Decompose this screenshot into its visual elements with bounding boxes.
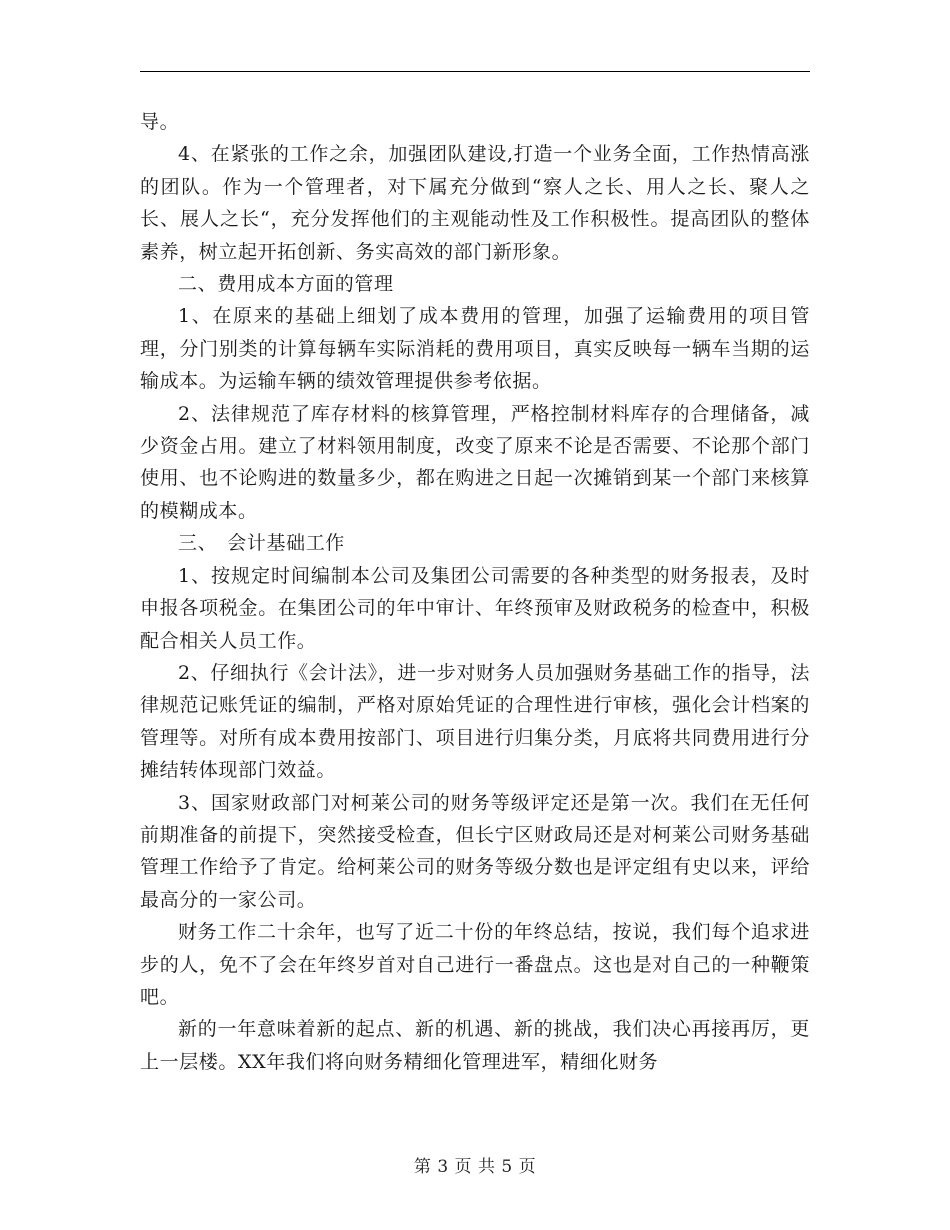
footer-prefix: 第	[413, 1157, 432, 1177]
footer-page-number: 3	[437, 1157, 449, 1177]
section-heading-cost-management: 二、费用成本方面的管理	[178, 273, 394, 296]
page-footer	[0, 1152, 950, 1177]
footer-middle: 页 共	[454, 1157, 496, 1177]
footer-total-pages: 5	[501, 1157, 513, 1177]
paragraph-team-building: 4、在紧张的工作之余，加强团队建设,打造一个业务全面，工作热情高涨的团队。作为一个管理者，对下属充分做到“察人之长、用人之长、聚人之长、展人之长“，充分发挥他们的主观能动性及工作积极性。提高团队的整体素养，树立起开拓创新、务实高效的部门新形象。	[140, 143, 810, 263]
header-rule	[140, 71, 810, 72]
paragraph-cost-detail: 1、在原来的基础上细划了成本费用的管理，加强了运输费用的项目管理，分门别类的计算每辆车实际消耗的费用项目，真实反映每一辆车当期的运输成本。为运输车辆的绩效管理提供参考依据。	[140, 305, 810, 393]
paragraph-accounting-law: 2、仔细执行《会计法》，进一步对财务人员加强财务基础工作的指导，法律规范记账凭证的编制，严格对原始凭证的合理性进行审核，强化会计档案的管理等。对所有成本费用按部门、项目进行归集分类，月底将共同费用进行分摊结转体现部门效益。	[140, 661, 810, 782]
paragraph-inventory: 2、法律规范了库存材料的核算管理，严格控制材料库存的合理储备，减少资金占用。建立了材料领用制度，改变了原来不论是否需要、不论那个部门使用、也不论购进的数量多少，都在购进之日起一次摊销到某一个部门来核算的模糊成本。	[140, 402, 810, 522]
paragraph-new-year: 新的一年意味着新的起点、新的机遇、新的挑战，我们决心再接再厉，更上一层楼。XX年我们将向财务精细化管理进军，精细化财务	[140, 1018, 810, 1073]
footer-suffix: 页	[518, 1157, 537, 1177]
section-heading-accounting-basics: 三、 会计基础工作	[178, 532, 345, 555]
paragraph-reflection: 财务工作二十余年，也写了近二十份的年终总结，按说，我们每个追求进步的人，免不了会在年终岁首对自己进行一番盘点。这也是对自己的一种鞭策吧。	[140, 921, 810, 1008]
document-body	[140, 106, 810, 1078]
paragraph-reports: 1、按规定时间编制本公司及集团公司需要的各种类型的财务报表，及时申报各项税金。在集团公司的年中审计、年终预审及财政税务的检查中，积极配合相关人员工作。	[140, 564, 810, 652]
paragraph-evaluation: 3、国家财政部门对柯莱公司的财务等级评定还是第一次。我们在无任何前期准备的前提下，突然接受检查，但长宁区财政局还是对柯莱公司财务基础管理工作给予了肯定。给柯莱公司的财务等级分数也是评定组有史以来，评给最高分的一家公司。	[140, 791, 810, 911]
paragraph-continuation: 导。	[140, 111, 180, 133]
